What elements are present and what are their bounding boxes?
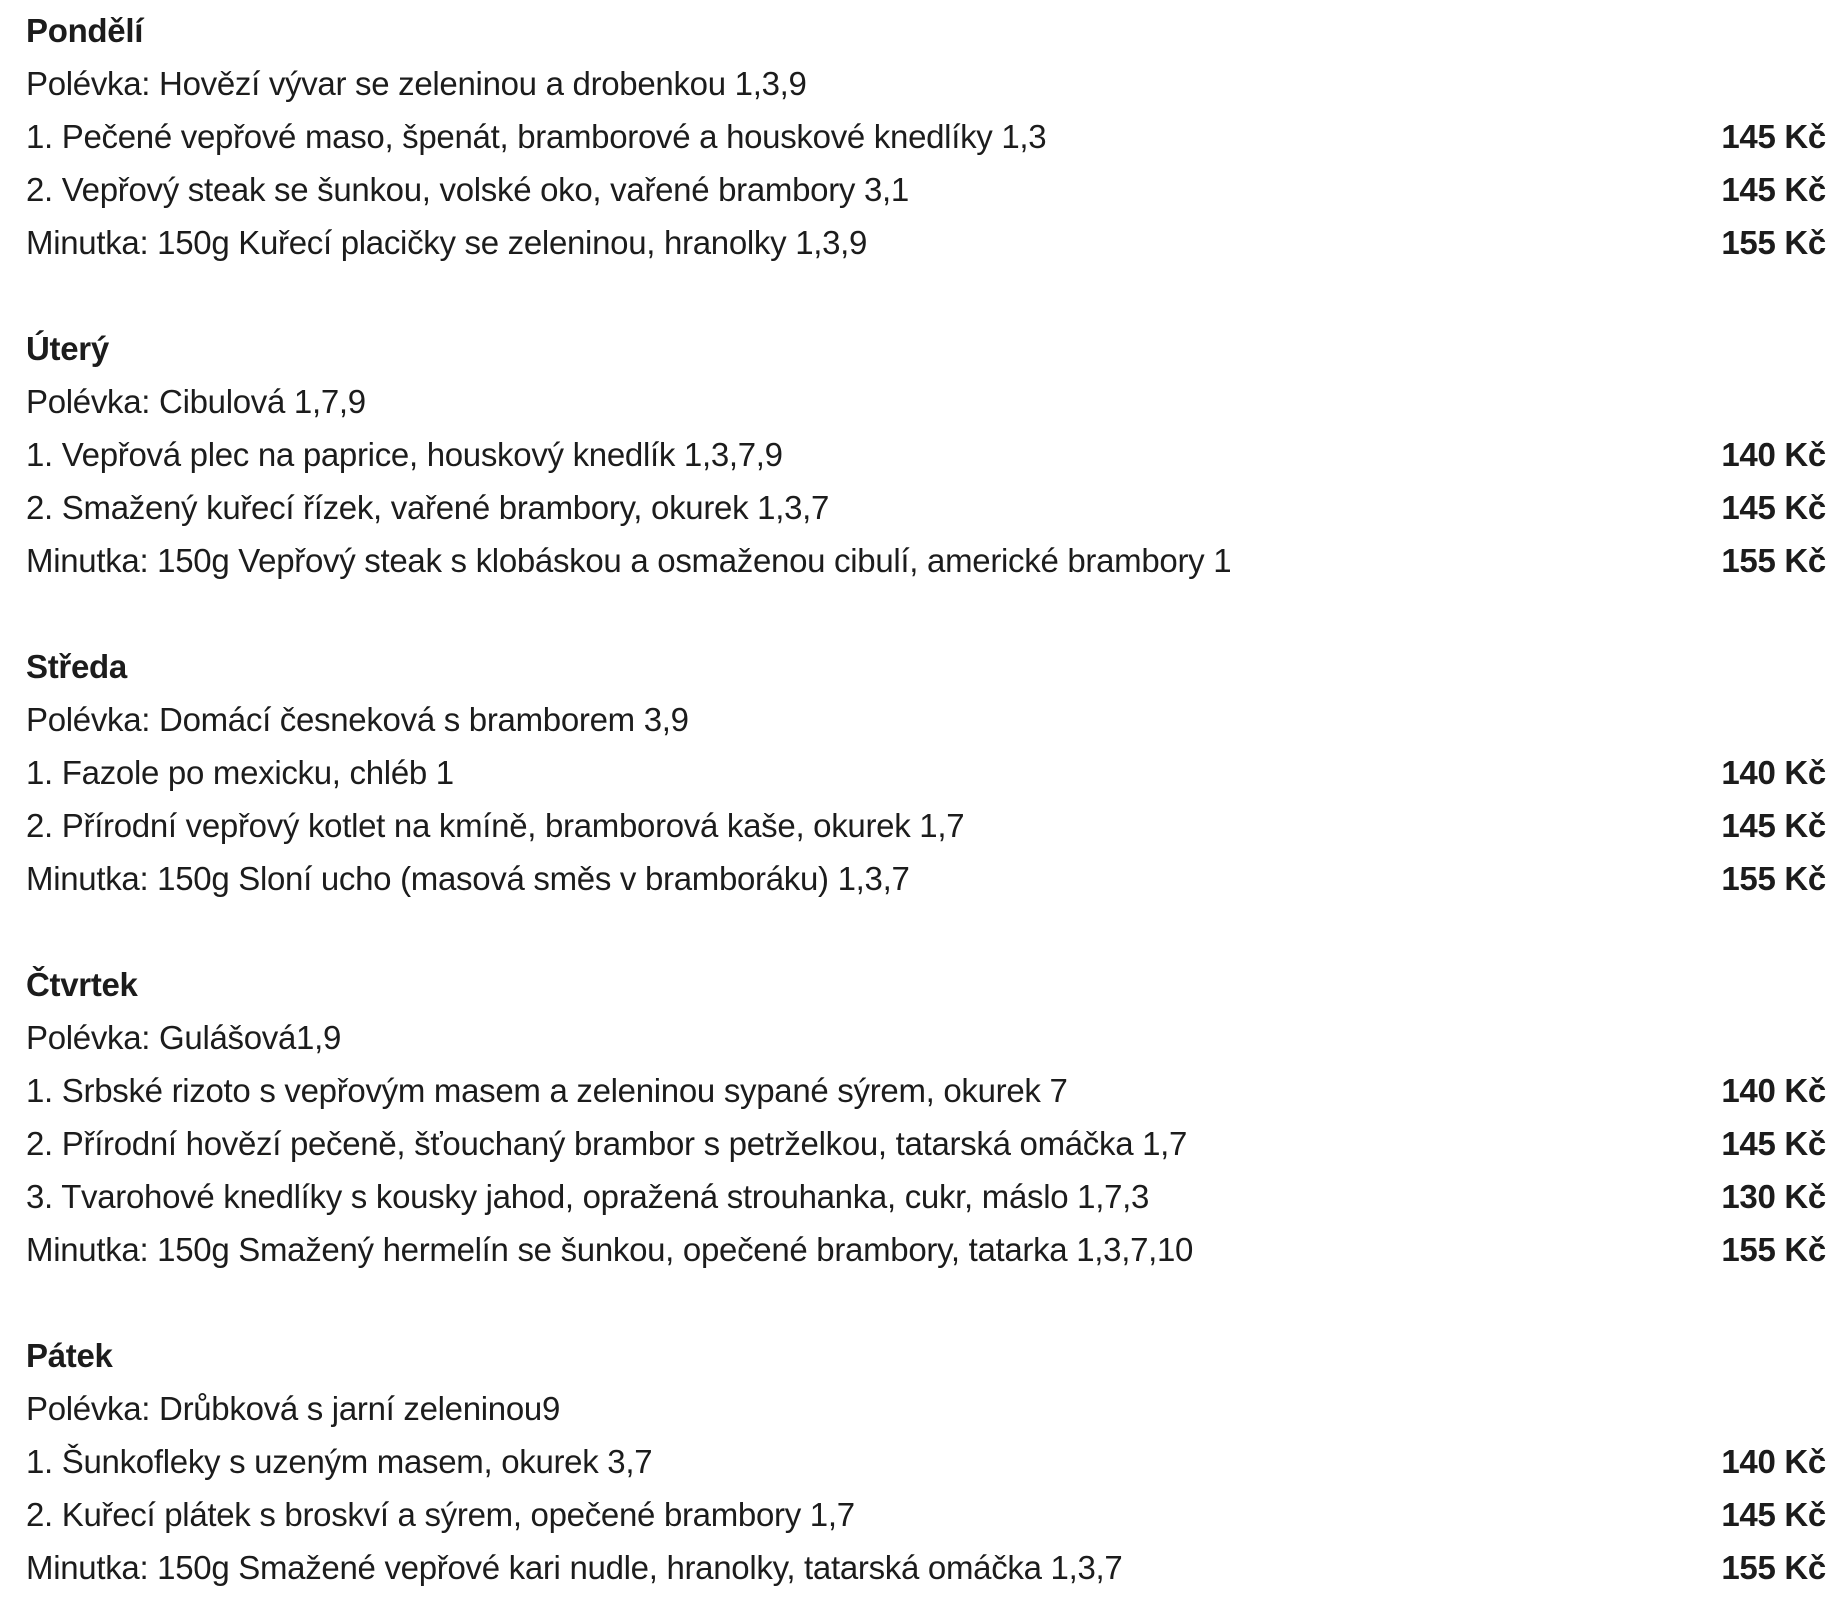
dish-text: Polévka: Gulášová1,9: [26, 1019, 342, 1056]
dish-text: Polévka: Drůbková s jarní zeleninou9: [26, 1390, 561, 1427]
menu-row: [26, 799, 1826, 852]
dish-text: 2. Smažený kuřecí řízek, vařené brambory, okurek 1,3,7: [26, 489, 830, 526]
dish-price: 130 Kč: [1721, 1178, 1826, 1215]
menu-row: [26, 852, 1826, 905]
day-section-3: [26, 640, 1826, 905]
dish-text: Minutka: 150g Kuřecí placičky se zeleninou, hranolky 1,3,9: [26, 224, 868, 261]
dish-price: 155 Kč: [1721, 1231, 1826, 1268]
menu-row: [26, 1435, 1826, 1488]
dish-text: 2. Přírodní hovězí pečeně, šťouchaný brambor s petrželkou, tatarská omáčka 1,7: [26, 1125, 1188, 1162]
dish-price: 155 Kč: [1721, 860, 1826, 897]
dish-text: 3. Tvarohové knedlíky s kousky jahod, opražená strouhanka, cukr, máslo 1,7,3: [26, 1178, 1150, 1215]
menu-row: [26, 1011, 1826, 1064]
menu-row: [26, 693, 1826, 746]
dish-price: 145 Kč: [1721, 1496, 1826, 1533]
dish-text: Minutka: 150g Sloní ucho (masová směs v bramboráku) 1,3,7: [26, 860, 910, 897]
menu-row: [26, 481, 1826, 534]
dish-price: 145 Kč: [1721, 171, 1826, 208]
dish-text: 1. Fazole po mexicku, chléb 1: [26, 754, 454, 791]
day-rows: [26, 57, 1826, 269]
dish-price: 140 Kč: [1721, 754, 1826, 791]
menu-row: [26, 1541, 1826, 1594]
day-rows: [26, 693, 1826, 905]
dish-price: 155 Kč: [1721, 1549, 1826, 1586]
dish-text: Minutka: 150g Vepřový steak s klobáskou a osmaženou cibulí, americké brambory 1: [26, 542, 1232, 579]
day-section-4: [26, 958, 1826, 1276]
dish-text: 2. Přírodní vepřový kotlet na kmíně, bramborová kaše, okurek 1,7: [26, 807, 965, 844]
dish-text: 2. Kuřecí plátek s broskví a sýrem, opečené brambory 1,7: [26, 1496, 855, 1533]
menu-row: [26, 57, 1826, 110]
dish-price: 145 Kč: [1721, 489, 1826, 526]
menu-row: [26, 110, 1826, 163]
dish-text: Polévka: Hovězí vývar se zeleninou a drobenkou 1,3,9: [26, 65, 807, 102]
dish-price: 140 Kč: [1721, 1072, 1826, 1109]
day-rows: [26, 375, 1826, 587]
menu-row: [26, 1382, 1826, 1435]
day-section-5: [26, 1329, 1826, 1594]
menu-row: [26, 1117, 1826, 1170]
dish-price: 155 Kč: [1721, 542, 1826, 579]
day-name: Pondělí: [26, 12, 144, 49]
menu-row: [26, 746, 1826, 799]
day-section-1: [26, 4, 1826, 269]
menu-row: [26, 163, 1826, 216]
day-name: Úterý: [26, 330, 109, 367]
day-rows: [26, 1011, 1826, 1276]
dish-text: 1. Vepřová plec na paprice, houskový knedlík 1,3,7,9: [26, 436, 783, 473]
menu-row: [26, 216, 1826, 269]
dish-text: 1. Srbské rizoto s vepřovým masem a zeleninou sypané sýrem, okurek 7: [26, 1072, 1068, 1109]
menu-row: [26, 1170, 1826, 1223]
dish-text: Polévka: Cibulová 1,7,9: [26, 383, 366, 420]
dish-price: 140 Kč: [1721, 1443, 1826, 1480]
menu-row: [26, 428, 1826, 481]
dish-text: Minutka: 150g Smažený hermelín se šunkou, opečené brambory, tatarka 1,3,7,10: [26, 1231, 1194, 1268]
dish-text: Polévka: Domácí česneková s bramborem 3,9: [26, 701, 689, 738]
menu-row: [26, 1223, 1826, 1276]
menu-row: [26, 534, 1826, 587]
menu-row: [26, 1488, 1826, 1541]
dish-price: 145 Kč: [1721, 807, 1826, 844]
dish-price: 145 Kč: [1721, 1125, 1826, 1162]
dish-price: 145 Kč: [1721, 118, 1826, 155]
dish-text: 1. Šunkofleky s uzeným masem, okurek 3,7: [26, 1443, 653, 1480]
menu-row: [26, 1064, 1826, 1117]
dish-text: 2. Vepřový steak se šunkou, volské oko, vařené brambory 3,1: [26, 171, 909, 208]
dish-text: 1. Pečené vepřové maso, špenát, bramborové a houskové knedlíky 1,3: [26, 118, 1047, 155]
day-name: Pátek: [26, 1337, 113, 1374]
day-section-2: [26, 322, 1826, 587]
day-name: Čtvrtek: [26, 966, 138, 1003]
dish-price: 155 Kč: [1721, 224, 1826, 261]
day-rows: [26, 1382, 1826, 1594]
dish-text: Minutka: 150g Smažené vepřové kari nudle, hranolky, tatarská omáčka 1,3,7: [26, 1549, 1123, 1586]
weekly-menu: [26, 4, 1826, 1594]
day-name: Středa: [26, 648, 127, 685]
menu-row: [26, 375, 1826, 428]
dish-price: 140 Kč: [1721, 436, 1826, 473]
